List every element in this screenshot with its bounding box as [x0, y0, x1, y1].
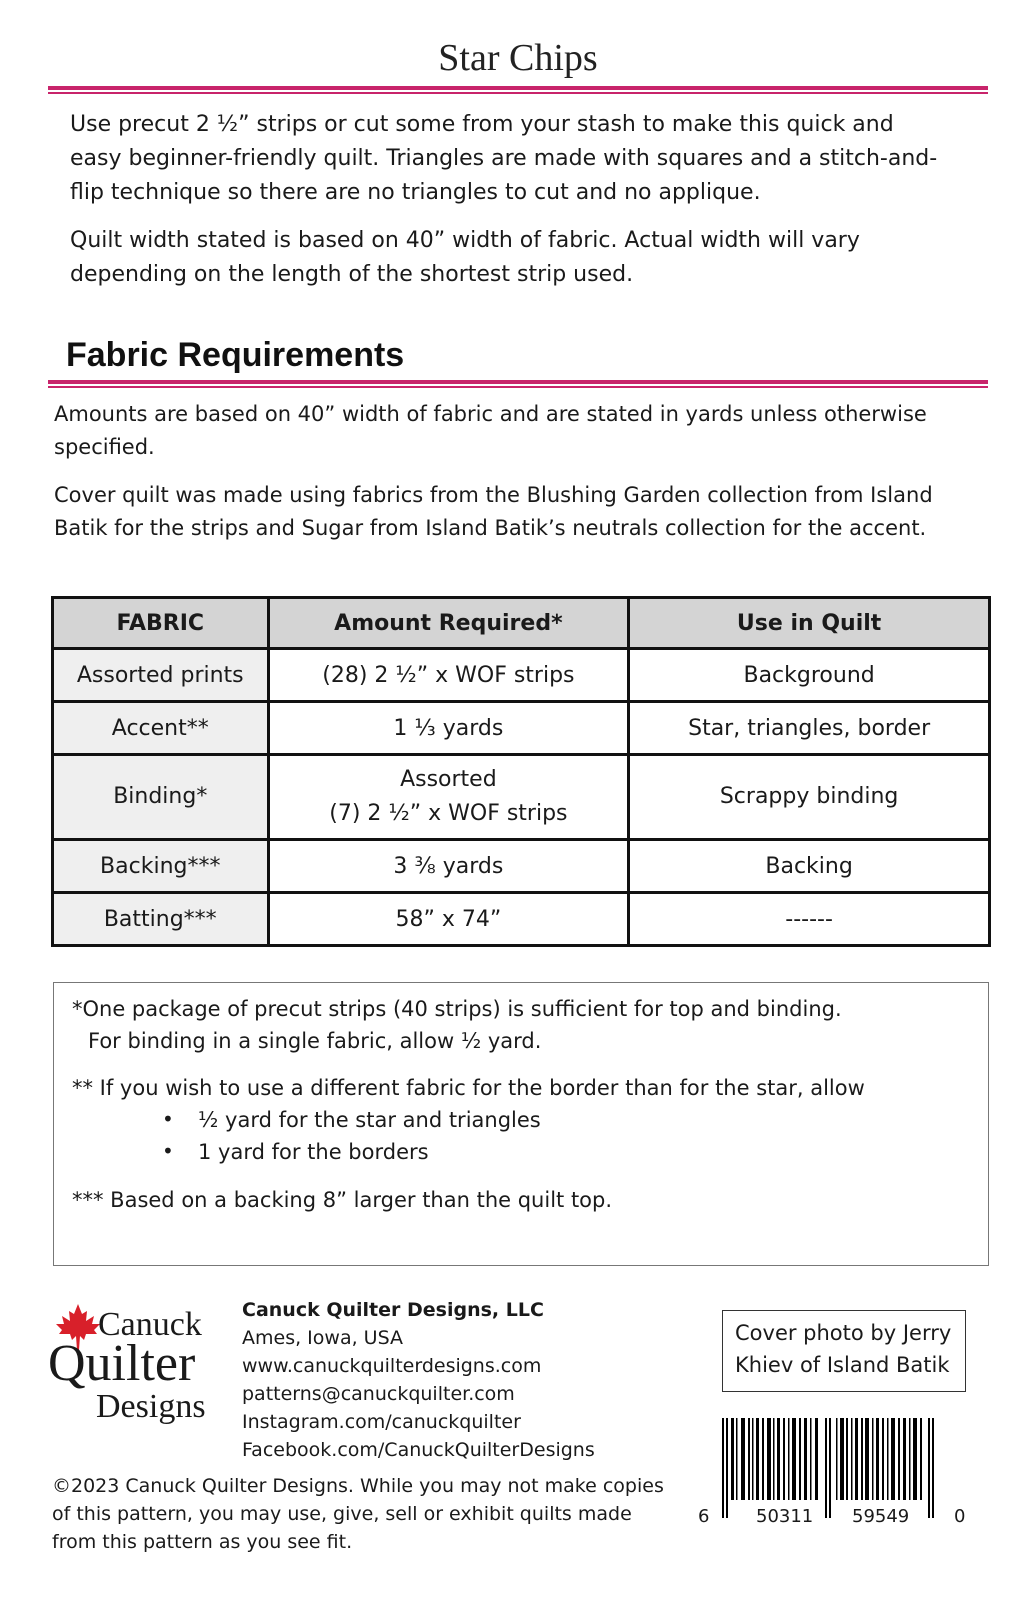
bullet-icon: • [162, 1139, 174, 1163]
cell-use: ------ [629, 893, 990, 946]
header-use: Use in Quilt [629, 598, 990, 649]
barcode-group-2: 59549 [852, 1506, 910, 1527]
logo-word-2: Quilter [48, 1335, 196, 1392]
footnote-1-line2: For binding in a single fabric, allow ½ yard. [88, 1029, 542, 1053]
table-row [53, 755, 990, 840]
footnote-2-bullet-2: 1 yard for the borders [198, 1140, 429, 1164]
cell-use: Background [629, 649, 990, 702]
cell-fabric: Binding* [53, 755, 269, 840]
header-amount: Amount Required* [268, 598, 629, 649]
section-divider [48, 380, 988, 388]
cell-fabric: Accent** [53, 702, 269, 755]
intro-paragraph-1: Use precut 2 ½” strips or cut some from your stash to make this quick and easy beginner-friendly quilt. Triangles are made with squares and a stitch-and-flip technique so there are no triangles to cut and no applique. [70, 112, 938, 205]
fabric-requirements-table [51, 596, 991, 947]
cell-fabric: Batting*** [53, 893, 269, 946]
table-row [53, 893, 990, 946]
logo-word-1: Canuck [98, 1306, 202, 1343]
cell-amount-line2: (7) 2 ½” x WOF strips [329, 801, 568, 826]
table-row [53, 840, 990, 893]
barcode-digit-right: 0 [954, 1506, 966, 1527]
footnotes-box [53, 982, 989, 1266]
contact-info [242, 1296, 595, 1464]
table-row [53, 649, 990, 702]
website-link[interactable]: www.canuckquilterdesigns.com [242, 1355, 542, 1377]
page-title: Star Chips [438, 37, 598, 79]
cell-use: Scrappy binding [629, 755, 990, 840]
footnote-1-line1: *One package of precut strips (40 strips) is sufficient for top and binding. [72, 997, 842, 1021]
footnote-3: *** Based on a backing 8” larger than the quilt top. [72, 1188, 613, 1212]
cell-amount [268, 755, 629, 840]
table-header-row [53, 598, 990, 649]
company-name: Canuck Quilter Designs, LLC [242, 1299, 544, 1321]
cell-fabric: Assorted prints [53, 649, 269, 702]
copyright-notice: ©2023 Canuck Quilter Designs. While you may not make copies of this pattern, you may use, give, sell or exhibit quilts made from this pattern as you see fit. [52, 1475, 664, 1553]
cell-amount: 3 ⅜ yards [268, 840, 629, 893]
requirements-note-1: Amounts are based on 40” width of fabric and are stated in yards unless otherwise specified. [54, 402, 927, 459]
header-fabric: FABRIC [53, 598, 269, 649]
photo-credit: Cover photo by Jerry Khiev of Island Batik [722, 1310, 966, 1392]
cell-use: Backing [629, 840, 990, 893]
intro-paragraph-2: Quilt width stated is based on 40” width of fabric. Actual width will vary depending on the length of the shortest strip used. [70, 228, 860, 287]
footnote-2-bullet-1: ½ yard for the star and triangles [198, 1108, 541, 1132]
requirements-note-2: Cover quilt was made using fabrics from the Blushing Garden collection from Island Batik for the strips and Sugar from Island Batik’s neutrals collection for the accent. [54, 483, 933, 540]
footnote-2: ** If you wish to use a different fabric for the border than for the star, allow [72, 1076, 865, 1100]
instagram-link[interactable]: Instagram.com/canuckquilter [242, 1411, 521, 1433]
cell-fabric: Backing*** [53, 840, 269, 893]
barcode-group-1: 50311 [756, 1506, 814, 1527]
logo-word-3: Designs [96, 1388, 206, 1425]
facebook-link[interactable]: Facebook.com/CanuckQuilterDesigns [242, 1439, 595, 1461]
company-logo [48, 1306, 230, 1432]
table-row [53, 702, 990, 755]
title-divider [48, 86, 988, 94]
section-heading: Fabric Requirements [66, 336, 405, 374]
cell-use: Star, triangles, border [629, 702, 990, 755]
barcode-digit-left: 6 [698, 1506, 710, 1527]
cell-amount: 1 ⅓ yards [268, 702, 629, 755]
barcode-icon [712, 1418, 962, 1528]
cell-amount: (28) 2 ½” x WOF strips [268, 649, 629, 702]
company-location: Ames, Iowa, USA [242, 1327, 403, 1349]
bullet-icon: • [162, 1107, 174, 1131]
email-link[interactable]: patterns@canuckquilter.com [242, 1383, 515, 1405]
cell-amount-line1: Assorted [400, 767, 497, 792]
cell-amount: 58” x 74” [268, 893, 629, 946]
